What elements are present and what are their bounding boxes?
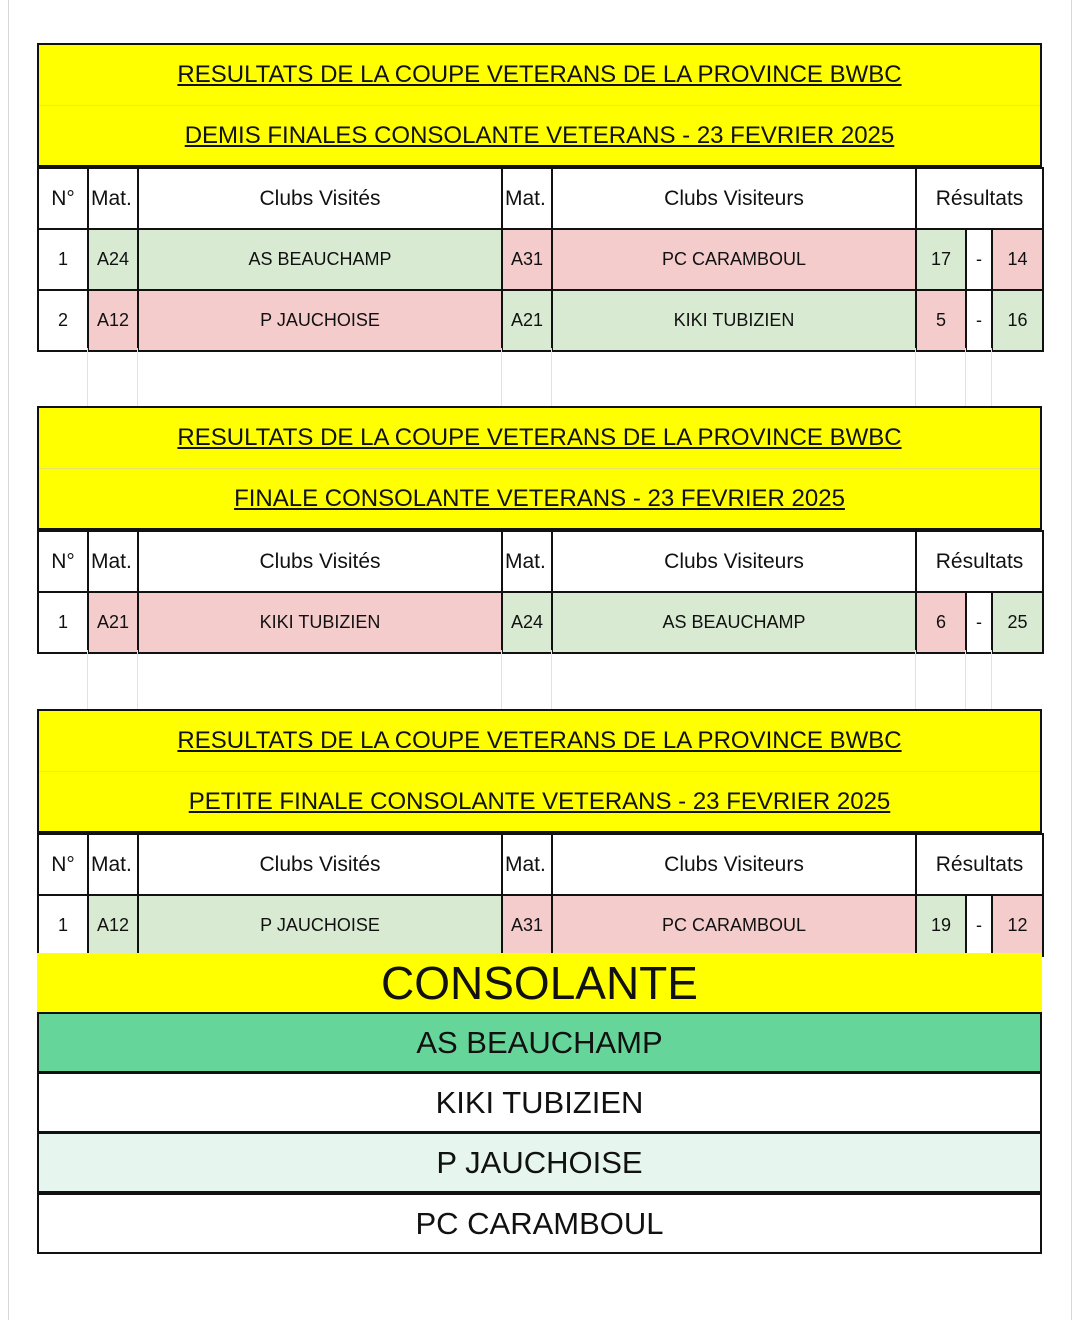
table-row (38, 229, 1043, 290)
table-header-row (38, 531, 1043, 592)
ranking-second: KIKI TUBIZIEN (37, 1072, 1042, 1133)
header-away-mat: Mat. (502, 531, 552, 592)
home-club: P JAUCHOISE (138, 290, 502, 351)
table-header-row (38, 168, 1043, 229)
results-table (37, 167, 1044, 352)
away-score: 14 (992, 229, 1043, 290)
header-home-club: Clubs Visités (138, 168, 502, 229)
home-score: 5 (916, 290, 966, 351)
section-banner (37, 406, 1042, 530)
match-num: 2 (38, 290, 88, 351)
header-home-club: Clubs Visités (138, 531, 502, 592)
away-club: PC CARAMBOUL (552, 895, 916, 956)
header-home-mat: Mat. (88, 531, 138, 592)
header-away-club: Clubs Visiteurs (552, 834, 916, 895)
home-score: 17 (916, 229, 966, 290)
empty-grid-row (37, 348, 1042, 406)
section-small-final (37, 709, 1042, 957)
section-final (37, 406, 1042, 654)
header-home-mat: Mat. (88, 834, 138, 895)
home-club: P JAUCHOISE (138, 895, 502, 956)
away-club: PC CARAMBOUL (552, 229, 916, 290)
ranking-title: CONSOLANTE (37, 953, 1042, 1012)
section-banner (37, 43, 1042, 167)
section-title: RESULTATS DE LA COUPE VETERANS DE LA PROVINCE BWBC (177, 424, 902, 451)
match-num: 1 (38, 229, 88, 290)
header-away-mat: Mat. (502, 834, 552, 895)
match-num: 1 (38, 592, 88, 653)
score-separator: - (966, 290, 992, 351)
page-edge-left (8, 0, 9, 1320)
table-row (38, 592, 1043, 653)
header-results: Résultats (916, 531, 1043, 592)
section-semi-finals (37, 43, 1042, 352)
section-title: RESULTATS DE LA COUPE VETERANS DE LA PROVINCE BWBC (177, 727, 902, 754)
header-away-mat: Mat. (502, 168, 552, 229)
ranking-fourth: PC CARAMBOUL (37, 1193, 1042, 1254)
header-num: N° (38, 834, 88, 895)
table-row (38, 290, 1043, 351)
ranking-first: AS BEAUCHAMP (37, 1012, 1042, 1073)
away-score: 12 (992, 895, 1043, 956)
home-score: 19 (916, 895, 966, 956)
section-title: RESULTATS DE LA COUPE VETERANS DE LA PROVINCE BWBC (177, 61, 902, 88)
header-results: Résultats (916, 834, 1043, 895)
section-banner (37, 709, 1042, 833)
table-row (38, 895, 1043, 956)
home-club: AS BEAUCHAMP (138, 229, 502, 290)
section-subtitle: DEMIS FINALES CONSOLANTE VETERANS - 23 FEVRIER 2025 (39, 105, 1040, 165)
score-separator: - (966, 895, 992, 956)
header-away-club: Clubs Visiteurs (552, 168, 916, 229)
section-subtitle: FINALE CONSOLANTE VETERANS - 23 FEVRIER 2025 (39, 468, 1040, 528)
away-club: KIKI TUBIZIEN (552, 290, 916, 351)
home-mat: A12 (88, 290, 138, 351)
header-num: N° (38, 168, 88, 229)
header-results: Résultats (916, 168, 1043, 229)
page-edge-right (1071, 0, 1072, 1320)
score-separator: - (966, 229, 992, 290)
header-home-club: Clubs Visités (138, 834, 502, 895)
home-club: KIKI TUBIZIEN (138, 592, 502, 653)
section-subtitle: PETITE FINALE CONSOLANTE VETERANS - 23 FEVRIER 2025 (39, 771, 1040, 831)
header-away-club: Clubs Visiteurs (552, 531, 916, 592)
ranking-third: P JAUCHOISE (37, 1132, 1042, 1193)
empty-grid-row (37, 650, 1042, 709)
away-mat: A31 (502, 895, 552, 956)
away-score: 25 (992, 592, 1043, 653)
match-num: 1 (38, 895, 88, 956)
score-separator: - (966, 592, 992, 653)
header-home-mat: Mat. (88, 168, 138, 229)
away-club: AS BEAUCHAMP (552, 592, 916, 653)
home-mat: A12 (88, 895, 138, 956)
header-num: N° (38, 531, 88, 592)
home-mat: A21 (88, 592, 138, 653)
away-score: 16 (992, 290, 1043, 351)
away-mat: A21 (502, 290, 552, 351)
away-mat: A24 (502, 592, 552, 653)
results-table (37, 833, 1044, 957)
table-header-row (38, 834, 1043, 895)
results-table (37, 530, 1044, 654)
home-mat: A24 (88, 229, 138, 290)
home-score: 6 (916, 592, 966, 653)
away-mat: A31 (502, 229, 552, 290)
